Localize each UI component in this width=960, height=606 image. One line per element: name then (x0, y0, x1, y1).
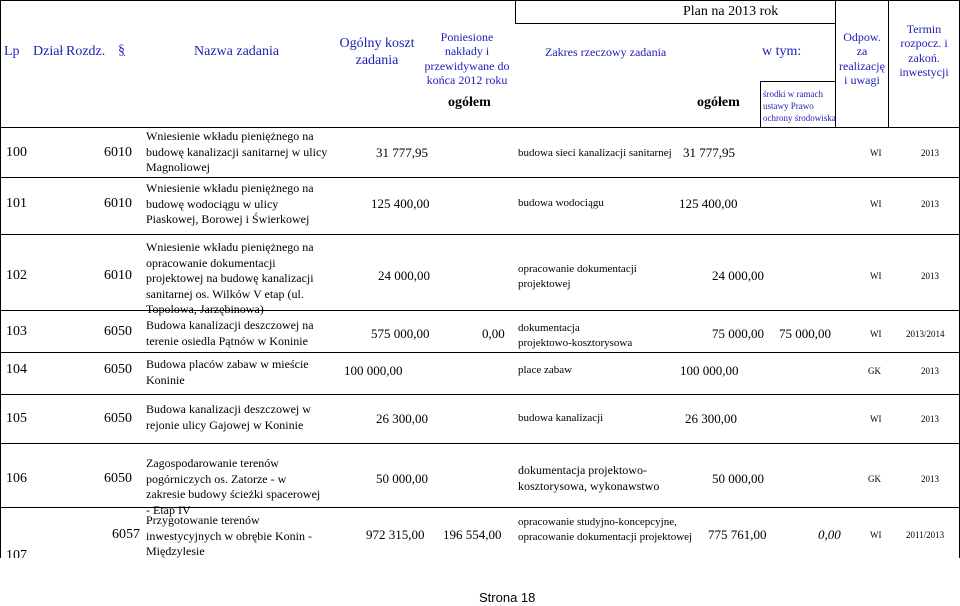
row-104-lp: 104 (6, 362, 27, 377)
row-102-zakres: opracowanie dokumentacji projektowej (518, 263, 637, 291)
row-107-termin: 2011/2013 (906, 530, 945, 540)
row-103-termin: 2013/2014 (906, 329, 945, 339)
row-107-poniesione: 196 554,00 (443, 527, 502, 542)
row-100-poniesione: 31 777,95 (376, 145, 428, 160)
row-104-ogolem: 100 000,00 (680, 363, 739, 378)
row-102-termin: 2013 (921, 271, 939, 281)
row-100-odpow: WI (870, 148, 882, 158)
row-107-ogolem: 775 761,00 (708, 527, 767, 542)
rule (0, 0, 960, 1)
row-105-rozdz: 6050 (104, 411, 132, 426)
row-102-rozdz: 6010 (104, 268, 132, 283)
row-100-lp: 100 (6, 145, 27, 160)
row-100-zakres: budowa sieci kanalizacji sanitarnej (518, 147, 672, 159)
row-103-nazwa: Budowa kanalizacji deszczowej na terenie osiedla Pątnów w Koninie (146, 318, 314, 348)
row-107-odpow: WI (870, 530, 882, 540)
row-106-zakres: dokumentacja projektowo-kosztorysowa, wykonawstwo (518, 463, 660, 494)
row-106-termin: 2013 (921, 474, 939, 484)
rule (515, 0, 516, 23)
row-103-odpow: WI (870, 329, 882, 339)
row-106-koszt: 50 000,00 (376, 471, 428, 486)
header-rozdz: Rozdz. (66, 44, 106, 59)
row-105-lp: 105 (6, 411, 27, 426)
row-106-ogolem: 50 000,00 (712, 471, 764, 486)
row-101-nazwa: Wniesienie wkładu pieniężnego na budowę wodociągu w ulicy Piaskowej, Borowej i Świerkowej (146, 181, 314, 227)
row-106-nazwa: Zagospodarowanie terenów pogórniczych os. Zatorze - w zakresie budowy ścieżki spacerowej - Etap IV (146, 456, 321, 517)
header-dzial: Dział (33, 44, 64, 59)
row-104-poniesione: 100 000,00 (344, 363, 403, 378)
row-104-odpow: GK (868, 366, 881, 376)
row-104-rozdz: 6050 (104, 362, 132, 377)
row-107-koszt: 972 315,00 (366, 527, 425, 542)
rule (0, 310, 960, 311)
row-105-ogolem: 26 300,00 (685, 411, 737, 426)
row-107-rozdz: 6057 (112, 527, 140, 542)
row-105-poniesione: 26 300,00 (376, 411, 428, 426)
header-termin-text: Termin rozpocz. i zakoń. inwestycji (899, 22, 949, 80)
rule (515, 23, 835, 24)
row-105-termin: 2013 (921, 414, 939, 424)
row-103-lp: 103 (6, 324, 27, 339)
row-101-rozdz: 6010 (104, 196, 132, 211)
row-101-zakres: budowa wodociągu (518, 197, 604, 209)
row-107-srodki: 0,00 (818, 527, 841, 542)
row-103-poniesione: 0,00 (482, 326, 505, 341)
header-paragraf: § (118, 43, 125, 58)
row-107 (0, 508, 960, 558)
row-106-odpow: GK (868, 474, 881, 484)
row-105-odpow: WI (870, 414, 882, 424)
row-107-nazwa: Przygotowanie terenów inwestycyjnych w obrębie Konin - Międzylesie (146, 513, 312, 558)
row-101-poniesione: 125 400,00 (371, 196, 430, 211)
header-srodki: środki w ramach ustawy Prawo ochrony środowiska (763, 89, 836, 124)
header-nazwa: Nazwa zadania (194, 44, 280, 59)
row-104-nazwa: Budowa placów zabaw w mieście Koninie (146, 357, 309, 387)
rule (0, 234, 960, 235)
rule (0, 0, 1, 558)
row-102-odpow: WI (870, 271, 882, 281)
row-103-ogolem: 75 000,00 (712, 326, 764, 341)
header-w-tym: w tym: (762, 44, 802, 59)
rule (0, 177, 960, 178)
row-103-zakres: dokumentacja projektowo-kosztorysowa (518, 322, 633, 350)
row-100-rozdz: 6010 (104, 145, 132, 160)
rule (0, 352, 960, 353)
rule (0, 443, 960, 444)
row-107-zakres: opracowanie studyjno-koncepcyjne, opracowanie dokumentacji projektowej (518, 516, 693, 544)
rule (0, 127, 960, 128)
row-100-termin: 2013 (921, 148, 939, 158)
header-termin (889, 22, 959, 80)
row-104-termin: 2013 (921, 366, 939, 376)
row-102-lp: 102 (6, 268, 27, 283)
row-103-koszt: 575 000,00 (371, 326, 430, 341)
page-number: Strona 18 (479, 590, 536, 605)
row-102-ogolem: 24 000,00 (712, 268, 764, 283)
row-103-srodki: 75 000,00 (779, 326, 831, 341)
row-101-odpow: WI (870, 199, 882, 209)
row-101-ogolem: 125 400,00 (679, 196, 738, 211)
row-102-koszt: 24 000,00 (378, 268, 430, 283)
row-105-nazwa: Budowa kanalizacji deszczowej w rejonie ulicy Gajowej w Koninie (146, 402, 311, 432)
header-ogolem-2: ogółem (697, 95, 740, 110)
header-ogolem-1: ogółem (448, 95, 491, 110)
header-poniesione: Poniesione nakłady i przewidywane do końca 2012 roku (424, 30, 510, 88)
header-lp: Lp (4, 44, 20, 59)
row-106-rozdz: 6050 (104, 471, 132, 486)
header-zakres: Zakres rzeczowy zadania (545, 45, 667, 59)
row-105-zakres: budowa kanalizacji (518, 412, 604, 424)
row-100-ogolem: 31 777,95 (683, 145, 735, 160)
row-106-lp: 106 (6, 471, 27, 486)
row-100-nazwa: Wniesienie wkładu pieniężnego na budowę kanalizacji sanitarnej w ulicy Magnoliowej (146, 129, 328, 175)
row-103-rozdz: 6050 (104, 324, 132, 339)
row-101-lp: 101 (6, 196, 27, 211)
row-101-termin: 2013 (921, 199, 939, 209)
row-104-zakres: place zabaw (518, 364, 573, 376)
header-odpow: Odpow. za realizację i uwagi (839, 30, 885, 88)
rule (760, 81, 835, 82)
header-plan: Plan na 2013 rok (683, 4, 779, 19)
row-107-lp: 107 (6, 548, 27, 558)
rule (760, 81, 761, 127)
rule (0, 394, 960, 395)
header-ogolny-koszt: Ogólny koszt zadania (339, 36, 415, 68)
row-102-nazwa: Wniesienie wkładu pieniężnego na opracowanie dokumentacji projektowej na budowę kanalizacji sanitarnej os. Wilków V etap (ul. Topolowa, Jarzębinowa) (146, 240, 314, 317)
